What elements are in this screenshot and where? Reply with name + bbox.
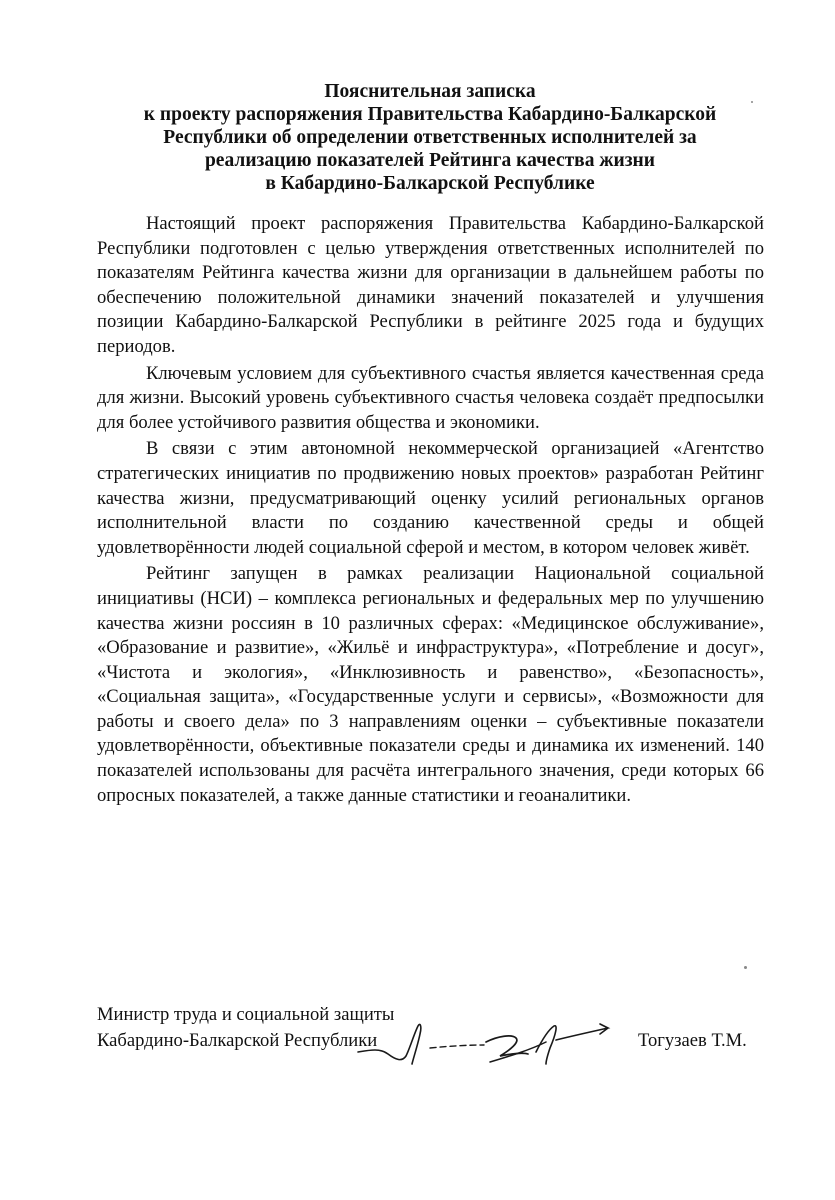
handwritten-signature [350,1012,620,1074]
body-paragraph: Настоящий проект распоряжения Правительства Кабардино-Балкарской Республики подготовлен с целью утверждения ответственных исполнителей по показателям Рейтинга качества жизни для организации в дальнейшем работы по обеспечению положительной динамики значений показателей и улучшения позиции Кабардино-Балкарской Республики в рейтинге 2025 года и будущих периодов. [97,213,764,357]
body-paragraph: Ключевым условием для субъективного счастья является качественная среда для жизни. Высокий уровень субъективного счастья человека создаёт предпосылки для более устойчивого развития общества и экономики. [97,362,764,433]
signatory-name: Тогузаев Т.М. [638,1030,747,1051]
scan-speck [751,101,753,103]
title-line: Пояснительная записка [324,81,536,102]
body-paragraph: В связи с этим автономной некоммерческой организацией «Агентство стратегических инициатив по продвижению новых проектов» разработан Рейтинг качества жизни, предусматривающий оценку усилий региональных органов исполнительной власти по созданию качественной среды и общей удовлетворённости людей социальной сферой и местом, в котором человек живёт. [97,438,764,558]
title-line: в Кабардино-Балкарской Республике [265,173,595,194]
signatory-position-line: Министр труда и социальной защиты [97,1004,395,1025]
title-line: Республики об определении ответственных исполнителей за [163,127,697,148]
body-paragraph: Рейтинг запущен в рамках реализации Национальной социальной инициативы (НСИ) – комплекса региональных и федеральных мер по улучшению качества жизни россиян в 10 различных сферах: «Медицинское обслуживание», «Образование и развитие», «Жильё и инфраструктура», «Потребление и досуг», «Чистота и экология», «Инклюзивность и равенство», «Безопасность», «Социальная защита», «Государственные услуги и сервисы», «Возможности для работы и своего дела» по 3 направлениям оценки – субъективные показатели удовлетворённости, объективные показатели среды и динамика их изменений. 140 показателей использованы для расчёта интегрального значения, среди которых 66 опросных показателей, а также данные статистики и геоаналитики. [97,563,764,806]
signatory-position-line: Кабардино-Балкарской Республики [97,1030,378,1051]
scan-speck [744,966,747,969]
title-line: реализацию показателей Рейтинга качества жизни [204,150,656,171]
document-body [97,212,764,810]
document-title [90,80,770,195]
title-line: к проекту распоряжения Правительства Кабардино-Балкарской [143,104,717,125]
